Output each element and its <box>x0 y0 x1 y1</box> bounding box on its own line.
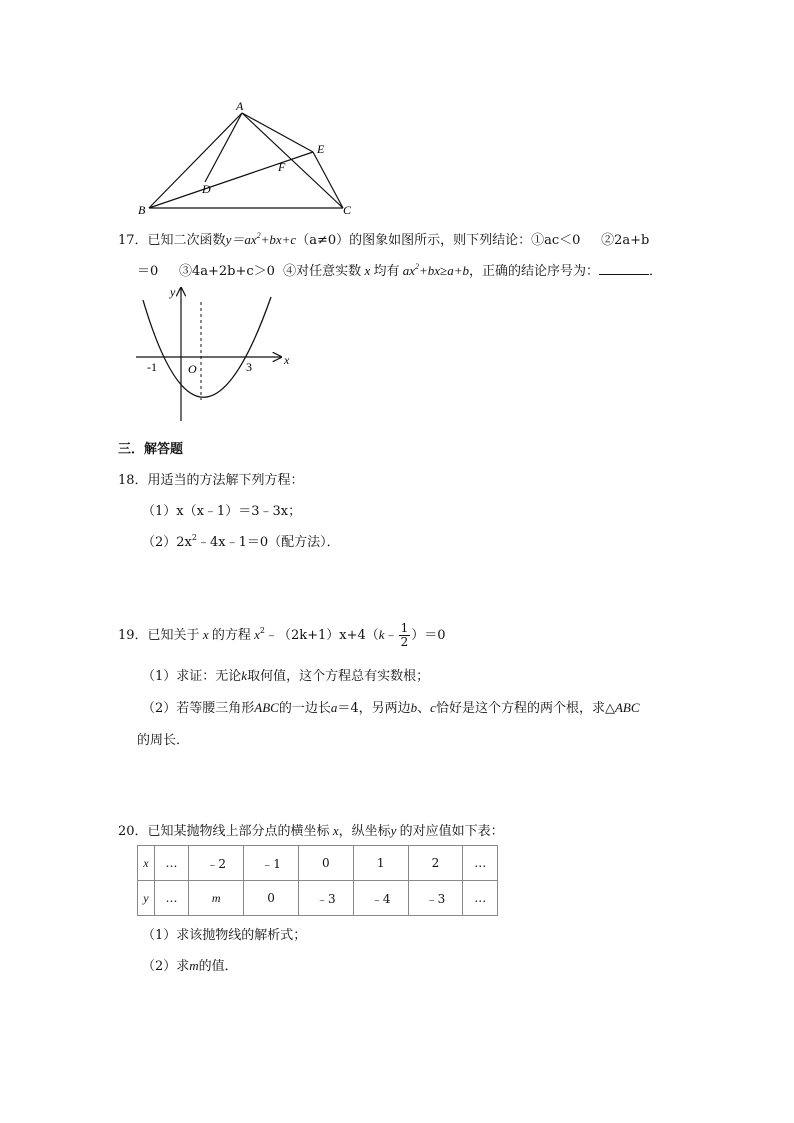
q17-eq0: ＝0 <box>137 264 159 279</box>
q17-function: $y=ax^2+bx+c$ <box>225 231 297 247</box>
table-cell: … <box>154 881 189 916</box>
segment-ad <box>205 113 242 182</box>
parabola-graph <box>133 282 298 424</box>
table-cell: m <box>189 881 244 916</box>
q17-conclusion-4-prefix: ④对任意实数 <box>283 264 362 279</box>
table-cell: 0 <box>298 846 353 881</box>
table-cell: x <box>138 846 155 881</box>
q19-text-b: 的方程 <box>211 628 251 643</box>
q17-prefix: 已知二次函数 <box>147 233 226 248</box>
table-cell: 1 <box>353 846 408 881</box>
values-table <box>137 845 498 916</box>
q19-part2: （2）若等腰三角形ABC的一边长a＝4，另两边b、c恰好是这个方程的两个根，求△ABC <box>142 700 640 716</box>
q17-conclusion-2: ②2a+b <box>601 233 650 248</box>
label-e: E <box>317 142 325 156</box>
label-c: C <box>343 203 352 217</box>
q17-conclusion-4-suffix: ，正确的结论序号为： <box>468 264 599 279</box>
tick-label-neg1: -1 <box>147 360 157 374</box>
q18-line <box>118 469 304 488</box>
answer-blank[interactable] <box>599 264 649 275</box>
table-cell: … <box>463 846 498 881</box>
q19-eq-a: ﹣（2k+1）x+4（ <box>264 628 379 643</box>
q18-part2-suffix: ﹣4x﹣1＝0（配方法）． <box>196 535 340 550</box>
y-axis-label: y <box>170 285 176 299</box>
table-cell: 0 <box>244 881 299 916</box>
q20-number: 20． <box>118 824 148 839</box>
q19-part2-end: 的周长． <box>137 733 190 748</box>
q20-line: 20．已知某抛物线上部分点的横坐标 x，纵坐标y 的对应值如下表： <box>118 823 504 839</box>
fraction-one-half: $\frac{1}{2}$ <box>400 621 409 649</box>
q17-conclusion-4-mid: 均有 <box>373 264 400 279</box>
q19-eq-b: ﹣ <box>384 628 398 643</box>
q17-number: 17． <box>118 233 148 248</box>
triangle-figure <box>130 98 360 220</box>
q17-line2: ＝0 ③4a+2b+c＞0 ④对任意实数 x 均有 $ax^2+bx\ge a+b$，正确的结论序号为： ． <box>137 262 662 279</box>
q17-line1 <box>118 229 649 248</box>
segment-be <box>149 152 313 208</box>
q18-part2 <box>142 531 340 550</box>
q17-end: ． <box>648 264 662 279</box>
table-cell: … <box>154 846 189 881</box>
q18-text: 用适当的方法解下列方程： <box>147 473 304 488</box>
table-cell: y <box>138 881 155 916</box>
q17-conclusion-3: ③4a+2b+c＞0 <box>178 264 275 279</box>
label-f: F <box>278 160 286 174</box>
origin-label: O <box>188 362 197 376</box>
q19-eq-c: ）＝0 <box>411 628 446 643</box>
table-row-y <box>138 881 498 916</box>
table-cell: ﹣4 <box>353 881 408 916</box>
q18-number: 18． <box>118 473 148 488</box>
tick-label-3: 3 <box>246 360 252 374</box>
q17-condition: （a≠0）的图象如图所示，则下列结论： <box>296 233 532 248</box>
segment-ab <box>149 113 242 208</box>
q18-part2-exponent: 2 <box>191 533 197 542</box>
table-cell: ﹣3 <box>298 881 353 916</box>
section-title: 三．解答题 <box>118 442 184 457</box>
table-cell: ﹣3 <box>408 881 463 916</box>
q18-part1: （1）x（x﹣1）＝3﹣3x； <box>142 504 302 519</box>
segment-ec <box>313 152 343 208</box>
parabola-curve <box>143 297 271 397</box>
table-cell: … <box>463 881 498 916</box>
q20-part2: （2）求m的值． <box>142 958 238 974</box>
q19-number: 19． <box>118 628 148 643</box>
table-cell: ﹣1 <box>244 846 299 881</box>
q19-line: 19．已知关于 x 的方程 $x^2﹣(2k+1)x+4(k﹣$ $\frac{1}{2}$ ）＝0 <box>118 621 446 649</box>
q17-conclusion-1: ①ac＜0 <box>531 233 581 248</box>
label-a: A <box>236 99 244 113</box>
q19-text-a: 已知关于 <box>147 628 200 643</box>
q18-part2-prefix: （2）2x <box>142 535 192 550</box>
x-axis-label: x <box>284 353 290 367</box>
q20-part1: （1）求该抛物线的解析式； <box>142 928 307 943</box>
segment-ac <box>242 113 343 208</box>
table-row-x <box>138 846 498 881</box>
q19-part1: （1）求证：无论k取何值，这个方程总有实数根； <box>142 668 430 684</box>
label-b: B <box>138 203 146 217</box>
table-cell: ﹣2 <box>189 846 244 881</box>
label-d: D <box>202 182 211 196</box>
table-cell: 2 <box>408 846 463 881</box>
